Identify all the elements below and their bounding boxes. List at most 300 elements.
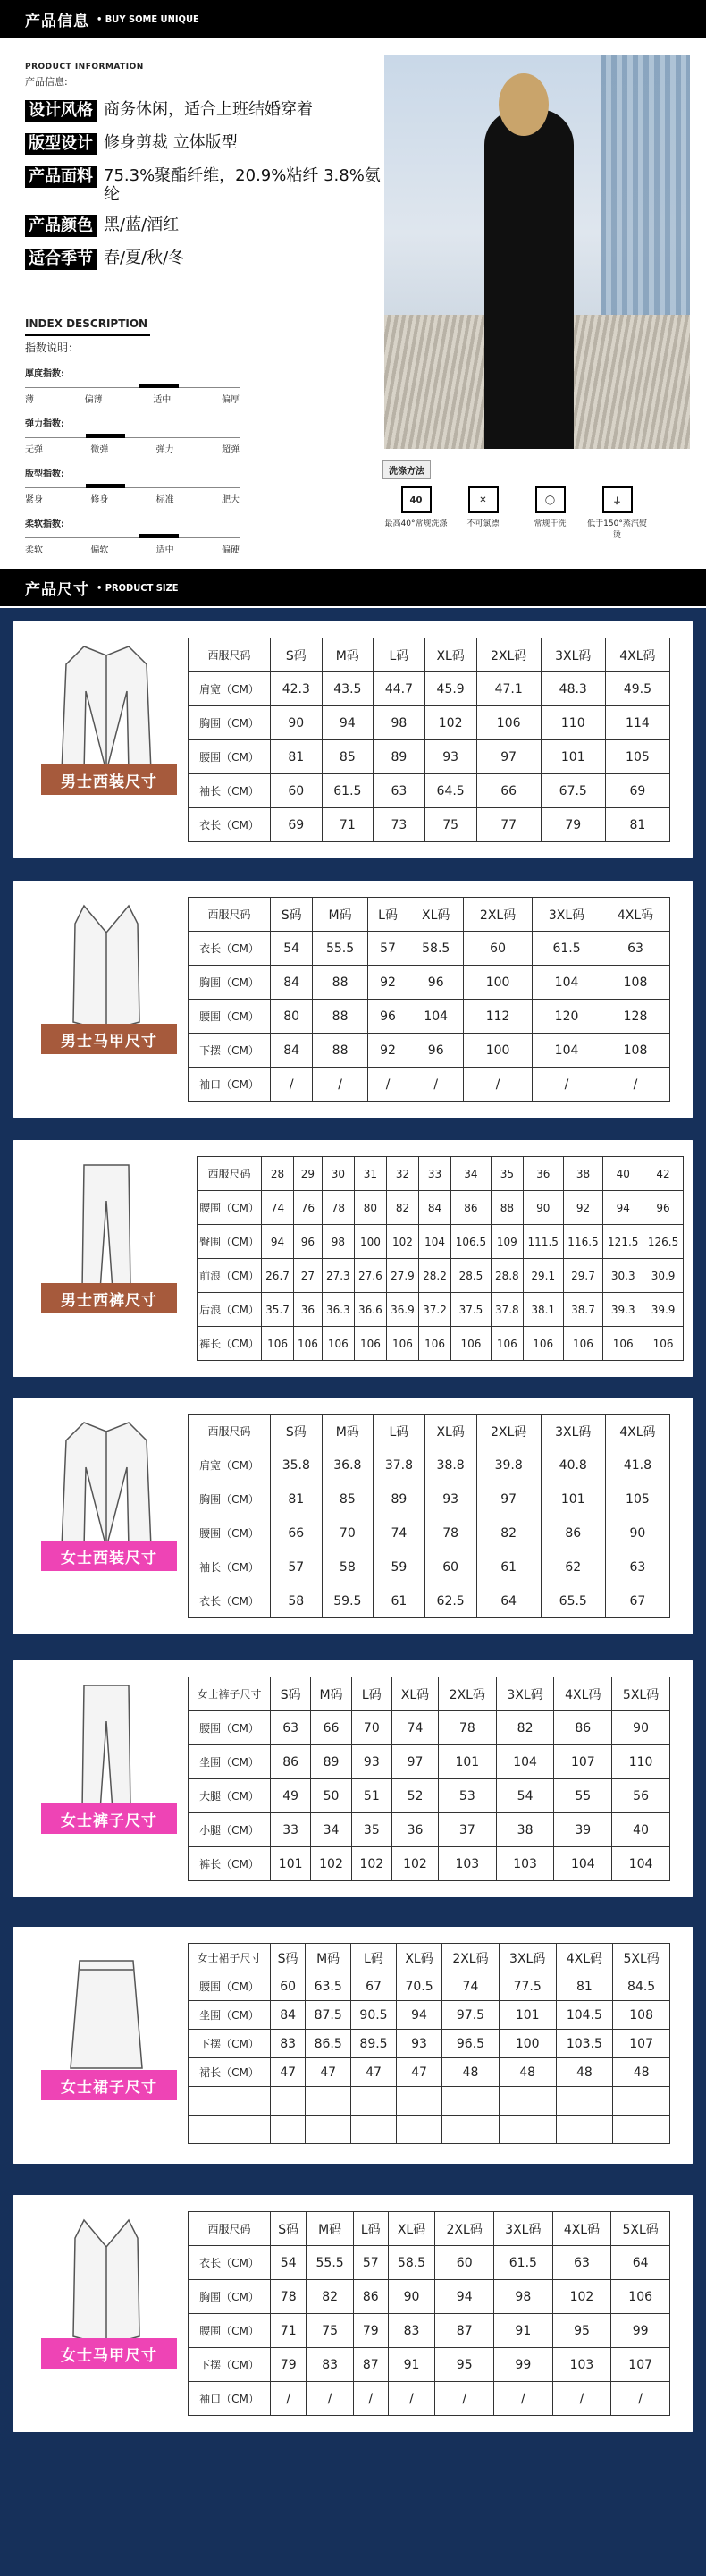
wash-label: 最高40°常规洗涤 — [384, 519, 448, 528]
scale-tick: 偏薄 — [84, 395, 103, 405]
size-cell: / — [552, 2382, 611, 2416]
size-table-row — [189, 1516, 670, 1550]
size-cell: 92 — [367, 1034, 408, 1068]
size-cell: 90 — [271, 706, 323, 740]
size-cell: 35.7 — [262, 1293, 294, 1327]
size-card — [13, 881, 693, 1118]
size-card — [13, 1140, 693, 1377]
size-cell: 104 — [533, 966, 601, 1000]
size-cell: 60 — [271, 1972, 306, 2001]
size-table — [188, 1677, 670, 1881]
size-cell: S码 — [271, 638, 323, 672]
size-table-row — [189, 1068, 670, 1102]
size-cell: 55.5 — [307, 2246, 353, 2280]
size-cell: 69 — [271, 808, 323, 842]
scale-tick: 标准 — [155, 495, 174, 505]
size-table-row — [189, 2030, 670, 2058]
size-row-label: 西服尺码 — [189, 638, 271, 672]
size-cell: 63 — [374, 774, 425, 808]
scale-tick: 薄 — [25, 395, 34, 405]
size-cell: S码 — [271, 2212, 307, 2246]
size-cell: 27.9 — [386, 1259, 418, 1293]
size-cell: 49.5 — [605, 672, 669, 706]
size-cell: 48 — [442, 2058, 500, 2087]
size-cell: 37.8 — [491, 1293, 523, 1327]
size-cell — [442, 2087, 500, 2116]
size-cell: 105 — [605, 1482, 669, 1516]
size-cell: 102 — [391, 1847, 438, 1881]
size-table-row — [189, 2087, 670, 2116]
size-cell: 49 — [271, 1779, 311, 1813]
size-cell: 60 — [435, 2246, 494, 2280]
size-cell: 53 — [438, 1779, 496, 1813]
size-card — [13, 2195, 693, 2432]
size-cell — [556, 2087, 613, 2116]
size-cell: 36.6 — [354, 1293, 386, 1327]
size-cell: 33 — [418, 1157, 450, 1191]
scale-bar — [25, 481, 240, 488]
size-cell: 103.5 — [556, 2030, 613, 2058]
size-cell: 104 — [408, 1000, 464, 1034]
size-table-row — [189, 1847, 670, 1881]
attr-label: 版型设计 — [25, 133, 97, 155]
size-card — [13, 1398, 693, 1634]
size-cell: 98 — [494, 2280, 553, 2314]
size-cell: 32 — [386, 1157, 418, 1191]
size-cell: XL码 — [408, 898, 464, 932]
size-cell: 95 — [552, 2314, 611, 2348]
size-cell: 91 — [388, 2348, 435, 2382]
scale-tick: 偏软 — [90, 545, 109, 555]
size-cell: 111.5 — [523, 1225, 563, 1259]
size-cell: 38 — [496, 1813, 554, 1847]
size-cell: 94 — [322, 706, 374, 740]
size-cell: 38 — [563, 1157, 603, 1191]
size-cell: / — [601, 1068, 670, 1102]
size-cell: 106 — [563, 1327, 603, 1361]
size-row-label: 衣长（CM） — [189, 1584, 271, 1618]
size-chart-tag: 男士马甲尺寸 — [41, 1024, 177, 1054]
size-table-row — [189, 706, 670, 740]
size-cell: 128 — [601, 1000, 670, 1034]
size-cell: XL码 — [424, 638, 476, 672]
size-cell: XL码 — [424, 1415, 476, 1448]
size-cell: 44.7 — [374, 672, 425, 706]
size-row-label: 衣长（CM） — [189, 808, 271, 842]
scale-ticks — [25, 492, 240, 505]
size-cell: 65.5 — [541, 1584, 605, 1618]
size-table-row — [189, 2246, 670, 2280]
size-cell: 4XL码 — [554, 1677, 612, 1711]
size-cell: 96 — [294, 1225, 323, 1259]
size-cell: L码 — [374, 1415, 425, 1448]
size-cell — [396, 2116, 441, 2144]
size-cell: 88 — [313, 1000, 367, 1034]
size-cell: 58 — [322, 1550, 374, 1584]
scale-indicator — [139, 534, 179, 538]
size-cell: 60 — [271, 774, 323, 808]
size-cell: 89.5 — [351, 2030, 397, 2058]
size-cell: 27 — [294, 1259, 323, 1293]
attr-row — [25, 215, 382, 237]
size-cell: 82 — [496, 1711, 554, 1745]
size-cell — [396, 2087, 441, 2116]
size-cell: 38.1 — [523, 1293, 563, 1327]
size-cell: 86 — [541, 1516, 605, 1550]
size-cell: 104 — [612, 1847, 670, 1881]
index-scale — [25, 366, 248, 405]
size-cell: 3XL码 — [499, 1944, 556, 1972]
size-cell: 100 — [499, 2030, 556, 2058]
size-cell: 116.5 — [563, 1225, 603, 1259]
size-row-label: 大腿（CM） — [189, 1779, 271, 1813]
size-row-label: 前浪（CM） — [198, 1259, 262, 1293]
size-cell: 2XL码 — [464, 898, 533, 932]
scale-name: 厚度指数: — [25, 369, 64, 379]
size-cell: 107 — [554, 1745, 612, 1779]
size-cell: XL码 — [396, 1944, 441, 1972]
size-cell: 37.2 — [418, 1293, 450, 1327]
size-cell: 28.8 — [491, 1259, 523, 1293]
size-cell: 59 — [374, 1550, 425, 1584]
size-cell: 106 — [451, 1327, 492, 1361]
size-table-row — [189, 808, 670, 842]
scale-tick: 无弹 — [25, 445, 43, 455]
size-cell: 101 — [499, 2001, 556, 2030]
size-cell: 87 — [435, 2314, 494, 2348]
size-cell: 99 — [611, 2314, 670, 2348]
size-cell: 34 — [451, 1157, 492, 1191]
size-cell: 88 — [313, 966, 367, 1000]
size-cell: 81 — [271, 1482, 323, 1516]
size-cell: 94 — [435, 2280, 494, 2314]
size-row-label: 下摆（CM） — [189, 2348, 271, 2382]
size-cell: L码 — [351, 1677, 391, 1711]
size-cell: 84 — [271, 1034, 313, 1068]
size-cell: 47 — [271, 2058, 306, 2087]
size-cell: 30.9 — [643, 1259, 684, 1293]
size-cell: 61 — [476, 1550, 541, 1584]
header2-title-cn: 产品尺寸 — [25, 580, 89, 599]
size-cell: 4XL码 — [556, 1944, 613, 1972]
wash-label: 常规干洗 — [534, 519, 567, 528]
size-table-row — [189, 2314, 670, 2348]
index-scale — [25, 516, 248, 555]
info-head-en: PRODUCT INFORMATION — [25, 63, 144, 72]
wash-label: 不可氯漂 — [466, 519, 500, 528]
size-row-label: 腰围（CM） — [189, 1972, 271, 2001]
size-cell: 81 — [605, 808, 669, 842]
size-cell: 104.5 — [556, 2001, 613, 2030]
size-cell: 62 — [541, 1550, 605, 1584]
size-table-row — [189, 2280, 670, 2314]
size-table-row — [198, 1225, 684, 1259]
size-cell: 66 — [476, 774, 541, 808]
size-cell: 92 — [367, 966, 408, 1000]
size-cell: 37.8 — [374, 1448, 425, 1482]
size-cell: 48 — [613, 2058, 670, 2087]
scale-ticks — [25, 542, 240, 555]
size-row-label: 坐围（CM） — [189, 2001, 271, 2030]
skirt-illustration — [57, 1943, 155, 2086]
size-row-label — [189, 2116, 271, 2144]
size-cell: 54 — [271, 932, 313, 966]
info-head-cn: 产品信息: — [25, 76, 68, 88]
size-cell: 75 — [424, 808, 476, 842]
size-cell: 35 — [351, 1813, 391, 1847]
attr-label: 适合季节 — [25, 249, 97, 270]
scale-tick: 偏厚 — [221, 395, 240, 405]
size-cell: 93 — [424, 1482, 476, 1516]
size-cell: / — [533, 1068, 601, 1102]
size-cell: 101 — [541, 1482, 605, 1516]
scale-tick: 弹力 — [155, 445, 174, 455]
size-cell: 89 — [311, 1745, 351, 1779]
size-cell: 57 — [367, 932, 408, 966]
size-table-row — [189, 1813, 670, 1847]
size-cell: 106 — [294, 1327, 323, 1361]
product-info-block — [25, 63, 382, 270]
size-cell: 36 — [523, 1157, 563, 1191]
size-cell: XL码 — [388, 2212, 435, 2246]
scale-tick: 肥大 — [221, 495, 240, 505]
size-row-label: 裤长（CM） — [189, 1847, 271, 1881]
size-cell: 38.8 — [424, 1448, 476, 1482]
size-cell: L码 — [353, 2212, 388, 2246]
size-cell: 71 — [322, 808, 374, 842]
size-cell: 96 — [408, 1034, 464, 1068]
size-cell: 91 — [494, 2314, 553, 2348]
size-cell: 58.5 — [388, 2246, 435, 2280]
size-cell: 55 — [554, 1779, 612, 1813]
size-cell: 39.3 — [603, 1293, 643, 1327]
size-row-label: 衣长（CM） — [189, 2246, 271, 2280]
size-row-label: 小腿（CM） — [189, 1813, 271, 1847]
size-cell: 57 — [353, 2246, 388, 2280]
size-cell: M码 — [306, 1944, 351, 1972]
size-row-label: 坐围（CM） — [189, 1745, 271, 1779]
size-cell: 61.5 — [533, 932, 601, 966]
wash-item — [517, 486, 584, 540]
size-cell: 106 — [611, 2280, 670, 2314]
size-cell: / — [435, 2382, 494, 2416]
index-scale — [25, 416, 248, 455]
size-cell: / — [464, 1068, 533, 1102]
size-row-label: 臀围（CM） — [198, 1225, 262, 1259]
scale-tick: 适中 — [153, 395, 172, 405]
header-title-cn: 产品信息 — [25, 12, 89, 30]
size-table-row — [189, 1550, 670, 1584]
size-cell: 61.5 — [494, 2246, 553, 2280]
size-cell: 70.5 — [396, 1972, 441, 2001]
size-cell: L码 — [374, 638, 425, 672]
size-table-row — [189, 774, 670, 808]
size-row-label: 腰围（CM） — [189, 1516, 271, 1550]
size-cell: 50 — [311, 1779, 351, 1813]
size-cell: 106 — [354, 1327, 386, 1361]
vest-illustration — [57, 897, 155, 1040]
product-info-header — [0, 0, 706, 38]
size-cell: 5XL码 — [613, 1944, 670, 1972]
size-cell: 101 — [271, 1847, 311, 1881]
size-cell: 86.5 — [306, 2030, 351, 2058]
size-table-row — [189, 1711, 670, 1745]
size-cell: 70 — [351, 1711, 391, 1745]
attr-row — [25, 249, 382, 270]
size-cell: 73 — [374, 808, 425, 842]
size-row-label: 袖口（CM） — [189, 1068, 271, 1102]
size-cell: 106 — [386, 1327, 418, 1361]
size-cell — [306, 2087, 351, 2116]
size-cell: 102 — [351, 1847, 391, 1881]
size-cell: 3XL码 — [541, 638, 605, 672]
scale-bar — [25, 431, 240, 438]
size-cell: 86 — [554, 1711, 612, 1745]
size-cell: 104 — [554, 1847, 612, 1881]
size-cell: 4XL码 — [601, 898, 670, 932]
size-cell: 110 — [612, 1745, 670, 1779]
size-row-label: 衣长（CM） — [189, 932, 271, 966]
scale-tick: 偏硬 — [221, 545, 240, 555]
size-table-row — [198, 1327, 684, 1361]
size-cell: 90.5 — [351, 2001, 397, 2030]
size-cell: 82 — [386, 1191, 418, 1225]
size-cell: 57 — [271, 1550, 323, 1584]
size-cell: 36 — [294, 1293, 323, 1327]
size-cell: 35 — [491, 1157, 523, 1191]
size-cell: 98 — [374, 706, 425, 740]
size-cell: 104 — [418, 1225, 450, 1259]
size-cell: 47 — [351, 2058, 397, 2087]
size-cell — [499, 2116, 556, 2144]
size-cell: 82 — [307, 2280, 353, 2314]
scale-bar — [25, 531, 240, 538]
scale-tick: 修身 — [90, 495, 109, 505]
size-table-row — [189, 1000, 670, 1034]
size-cell: 100 — [354, 1225, 386, 1259]
size-table-row — [189, 2348, 670, 2382]
scale-indicator — [139, 384, 179, 388]
size-cell: 35.8 — [271, 1448, 323, 1482]
size-table-row — [189, 638, 670, 672]
size-table-row — [198, 1191, 684, 1225]
size-cell — [271, 2116, 306, 2144]
size-cell: 107 — [613, 2030, 670, 2058]
size-table-row — [189, 1972, 670, 2001]
size-cell: 90 — [388, 2280, 435, 2314]
size-cell: 74 — [262, 1191, 294, 1225]
size-row-label: 胸围（CM） — [189, 1482, 271, 1516]
attr-label: 产品颜色 — [25, 215, 97, 237]
model-figure — [484, 109, 574, 449]
size-cell: 56 — [612, 1779, 670, 1813]
size-row-label: 西服尺码 — [189, 1415, 271, 1448]
attr-label: 设计风格 — [25, 100, 97, 122]
size-cell: / — [271, 2382, 307, 2416]
size-cell: 38.7 — [563, 1293, 603, 1327]
size-row-label: 西服尺码 — [189, 898, 271, 932]
wash-item — [382, 486, 450, 540]
size-cell: 106 — [418, 1327, 450, 1361]
attr-value: 春/夏/秋/冬 — [104, 249, 185, 267]
size-cell — [442, 2116, 500, 2144]
size-cell: 109 — [491, 1225, 523, 1259]
size-cell: 95 — [435, 2348, 494, 2382]
size-cell: 74 — [391, 1711, 438, 1745]
size-cell: 2XL码 — [435, 2212, 494, 2246]
size-table — [188, 638, 670, 842]
index-title: INDEX DESCRIPTION — [25, 317, 150, 336]
size-cell: 4XL码 — [605, 638, 669, 672]
model-photo — [384, 55, 690, 449]
size-cell: 60 — [464, 932, 533, 966]
size-cell: 29 — [294, 1157, 323, 1191]
size-table-row — [189, 1415, 670, 1448]
size-cell — [613, 2087, 670, 2116]
size-table-row — [189, 1944, 670, 1972]
size-cell: 67 — [351, 1972, 397, 2001]
size-chart-area — [0, 608, 706, 2576]
header2-title-en: • PRODUCT SIZE — [97, 581, 179, 594]
size-cell: 63 — [601, 932, 670, 966]
size-cell: 93 — [424, 740, 476, 774]
header-title-en: • BUY SOME UNIQUE — [97, 13, 199, 25]
size-cell: 61 — [374, 1584, 425, 1618]
size-cell: 79 — [541, 808, 605, 842]
size-cell: 4XL码 — [605, 1415, 669, 1448]
size-cell: 39.8 — [476, 1448, 541, 1482]
size-cell: / — [353, 2382, 388, 2416]
size-cell: 104 — [496, 1745, 554, 1779]
size-cell: 80 — [354, 1191, 386, 1225]
size-cell: 64 — [611, 2246, 670, 2280]
size-cell: 54 — [271, 2246, 307, 2280]
attr-row — [25, 133, 382, 155]
size-cell: 108 — [601, 966, 670, 1000]
size-cell: 87.5 — [306, 2001, 351, 2030]
size-cell: 36.3 — [322, 1293, 354, 1327]
size-table-row — [189, 1677, 670, 1711]
size-cell — [613, 2116, 670, 2144]
size-cell: 97.5 — [442, 2001, 500, 2030]
size-cell: 108 — [601, 1034, 670, 1068]
size-cell: 39 — [554, 1813, 612, 1847]
size-cell: 102 — [386, 1225, 418, 1259]
size-cell: 42 — [643, 1157, 684, 1191]
size-cell: / — [307, 2382, 353, 2416]
size-cell: 104 — [533, 1034, 601, 1068]
size-cell: S码 — [271, 898, 313, 932]
size-cell: 31 — [354, 1157, 386, 1191]
size-cell: 83 — [307, 2348, 353, 2382]
size-cell: 60 — [424, 1550, 476, 1584]
size-row-label: 后浪（CM） — [198, 1293, 262, 1327]
size-cell: / — [388, 2382, 435, 2416]
size-table-row — [198, 1157, 684, 1191]
size-cell: 103 — [438, 1847, 496, 1881]
wash-40-icon: 40 — [401, 486, 432, 513]
size-table — [188, 1943, 670, 2144]
size-cell: 96 — [643, 1191, 684, 1225]
size-cell: 63.5 — [306, 1972, 351, 2001]
size-cell: 93 — [351, 1745, 391, 1779]
size-row-label: 裙长（CM） — [189, 2058, 271, 2087]
size-cell: 48 — [499, 2058, 556, 2087]
size-cell: 47.1 — [476, 672, 541, 706]
scale-ticks — [25, 442, 240, 455]
model-head — [499, 73, 549, 136]
size-cell: 2XL码 — [442, 1944, 500, 1972]
